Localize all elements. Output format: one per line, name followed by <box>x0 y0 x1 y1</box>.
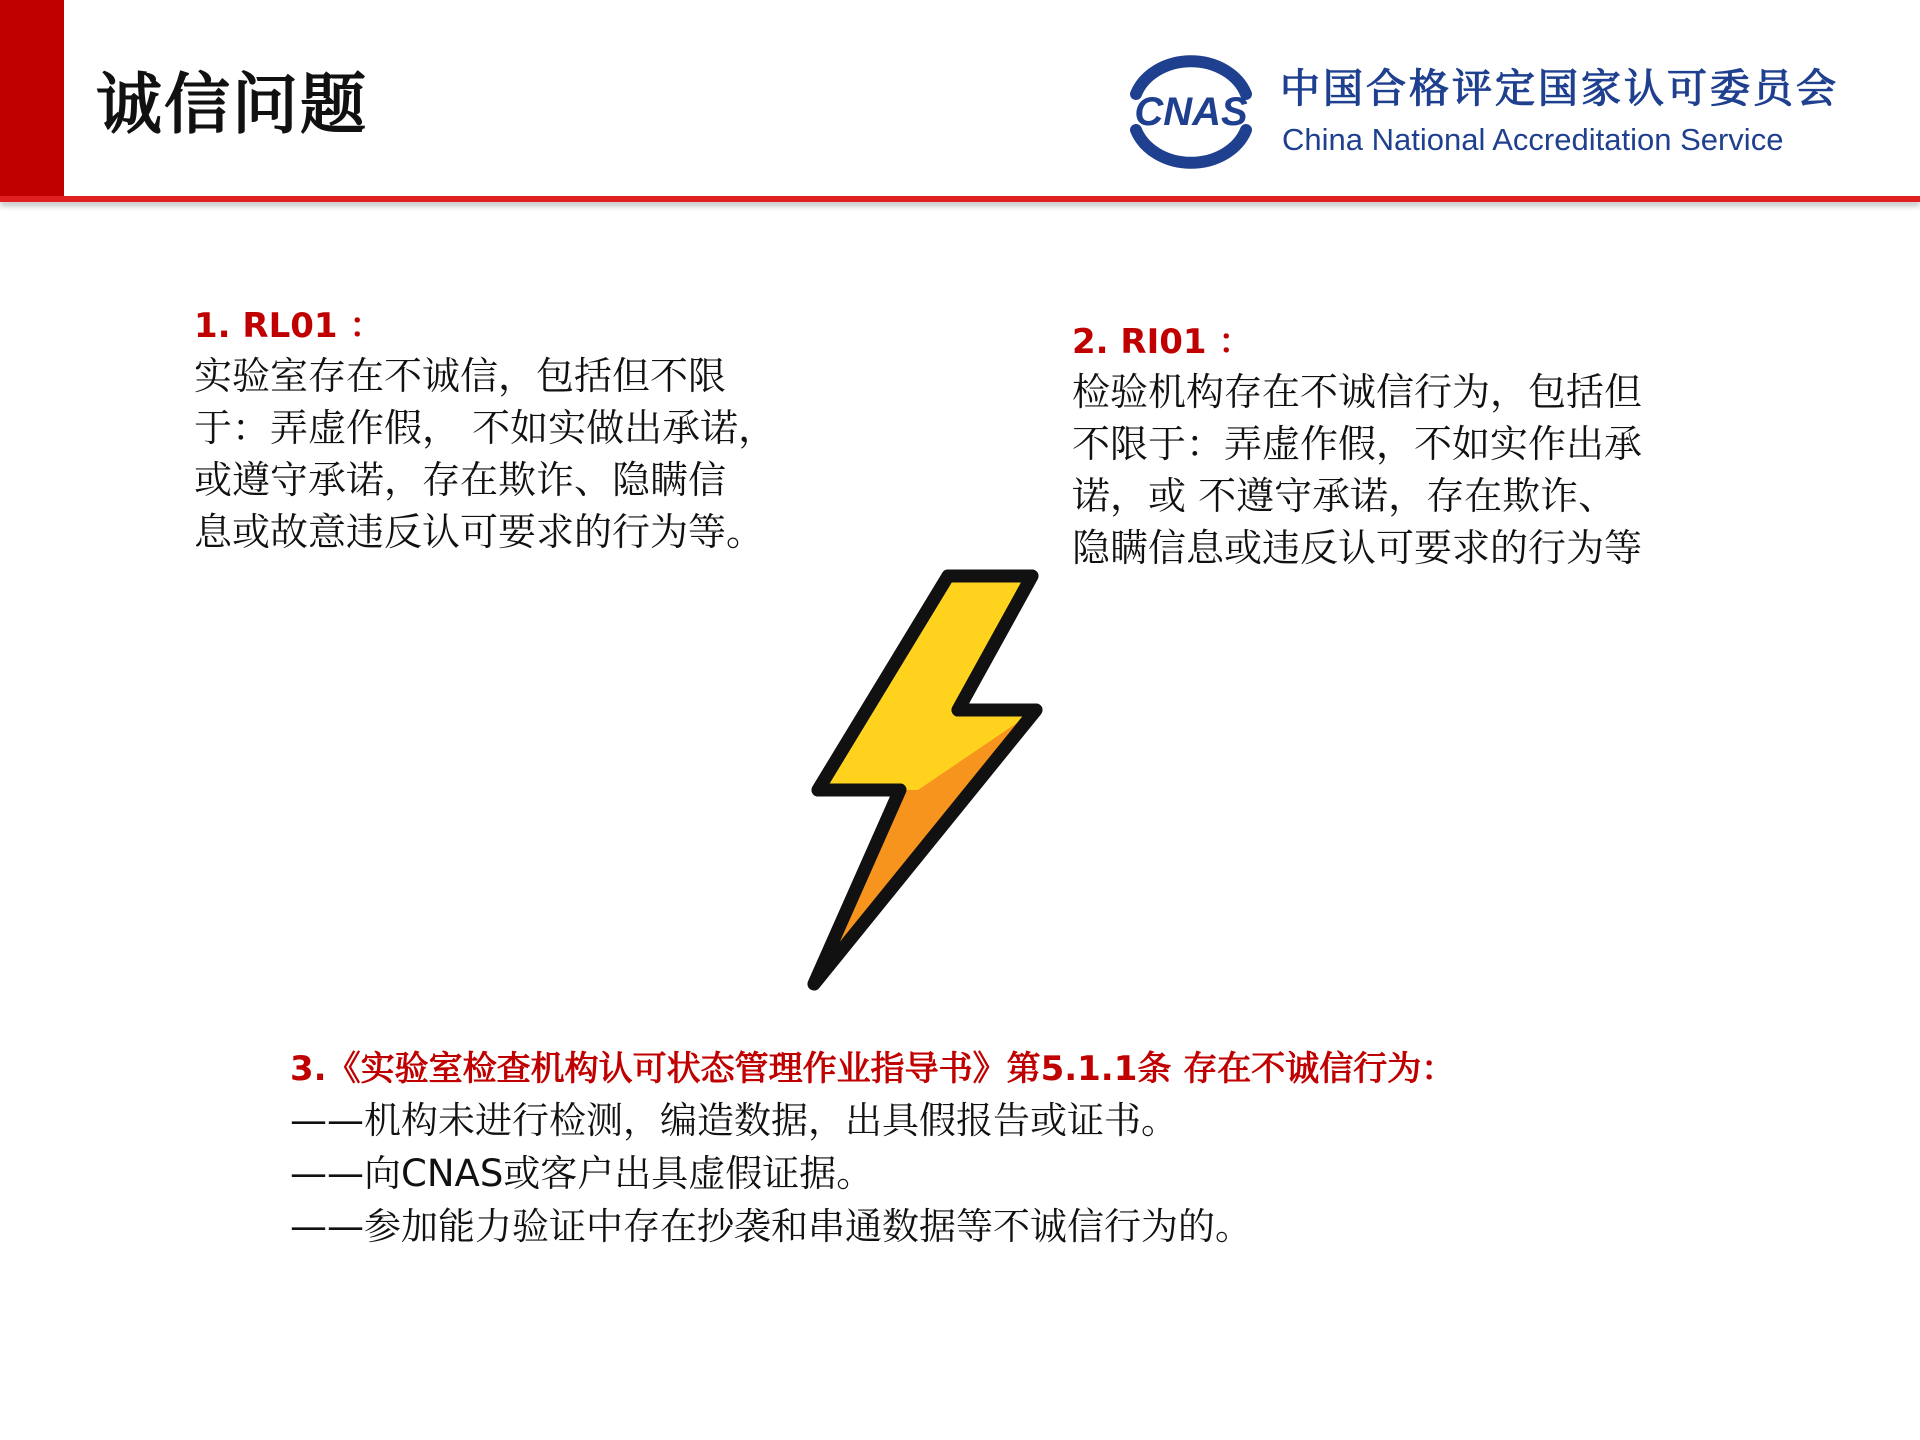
logo-name-en: China National Accreditation Service <box>1282 122 1784 157</box>
section-line: 隐瞒信息或违反认可要求的行为等 <box>1072 526 1643 570</box>
page-title: 诚信问题 <box>96 66 368 143</box>
logo-mark-text: CNAS <box>1134 90 1248 134</box>
section-line: 于：弄虚作假， 不如实做出承诺， <box>194 406 777 450</box>
section-heading: 3.《实验室检查机构认可状态管理作业指导书》第5.1.1条 存在不诚信行为： <box>290 1049 1456 1089</box>
section-ri01 <box>1072 318 1642 574</box>
section-heading: 2. RI01 ： <box>1072 322 1253 362</box>
cnas-logo-icon <box>1120 52 1262 172</box>
header-accent-bar <box>0 0 64 196</box>
section-rl01 <box>194 302 776 558</box>
section-line: ——机构未进行检测，编造数据，出具假报告或证书。 <box>290 1099 1178 1142</box>
section-heading: 1. RL01 ： <box>194 306 384 346</box>
section-line: ——向CNAS或客户出具虚假证据。 <box>290 1152 874 1195</box>
section-line: ——参加能力验证中存在抄袭和串通数据等不诚信行为的。 <box>290 1205 1252 1248</box>
section-line: 检验机构存在不诚信行为，包括但 <box>1072 370 1643 414</box>
lightning-bolt-icon <box>800 560 1070 1000</box>
section-line: 诺，或 不遵守承诺，存在欺诈、 <box>1072 474 1617 518</box>
header-divider <box>0 196 1920 202</box>
section-guideline <box>290 1044 1455 1253</box>
section-line: 或遵守承诺，存在欺诈、隐瞒信 <box>194 458 727 502</box>
section-line: 实验室存在不诚信，包括但不限 <box>194 354 727 398</box>
section-line: 不限于：弄虚作假，不如实作出承 <box>1072 422 1643 466</box>
logo-name-cn: 中国合格评定国家认可委员会 <box>1280 66 1839 112</box>
cnas-logo <box>1120 52 1839 172</box>
section-line: 息或故意违反认可要求的行为等。 <box>194 510 765 554</box>
